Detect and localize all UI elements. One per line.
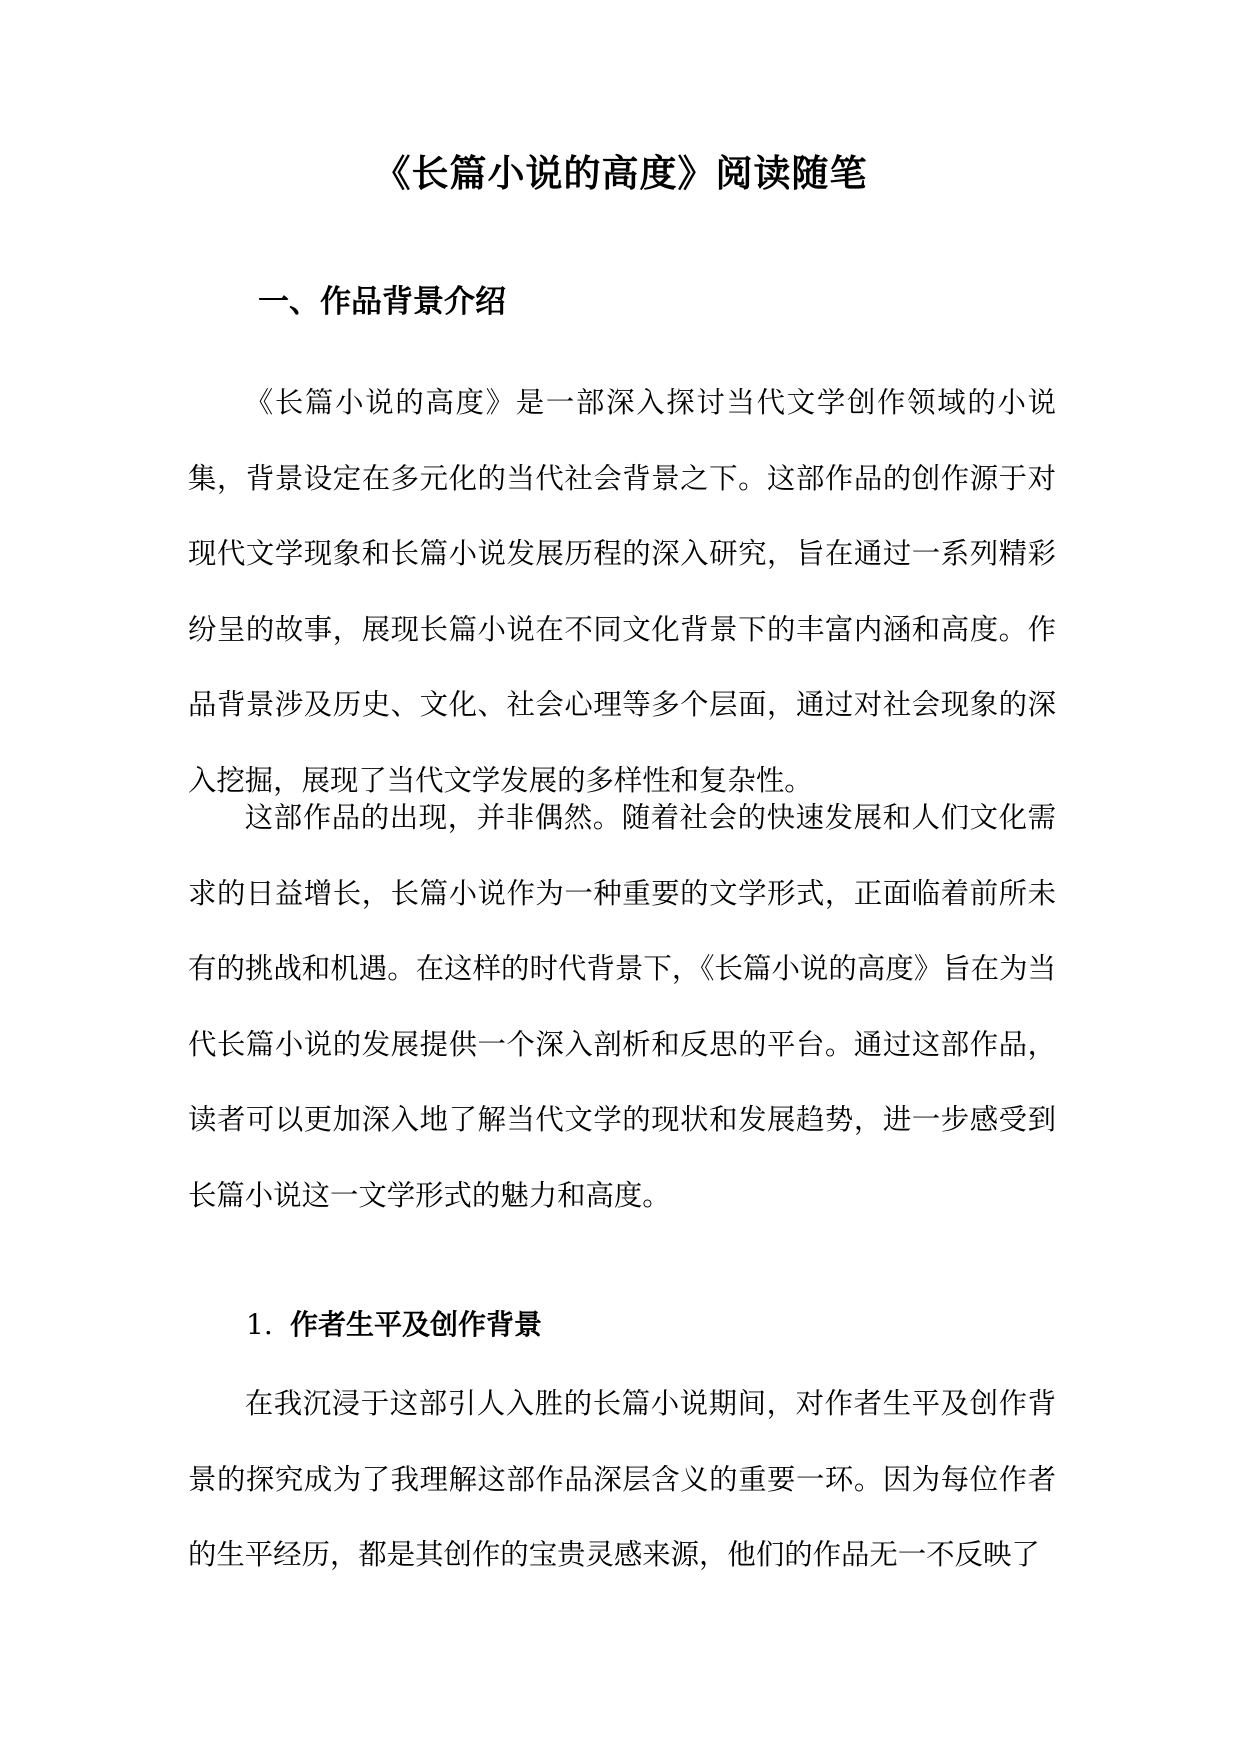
paragraph-2: 这部作品的出现，并非偶然。随着社会的快速发展和人们文化需求的日益增长，长篇小说作为一种重要的文学形式，正面临着前所未有的挑战和机遇。在这样的时代背景下，《长篇小说的高度》旨在为当代长篇小说的发展提供一个深入剖析和反思的平台。通过这部作品，读者可以更加深入地了解当代文学的现状和发展趋势，进一步感受到长篇小说这一文学形式的魅力和高度。 [188, 801, 1056, 1212]
paragraph-1: 《长篇小说的高度》是一部深入探讨当代文学创作领域的小说集，背景设定在多元化的当代社会背景之下。这部作品的创作源于对现代文学现象和长篇小说发展历程的深入研究，旨在通过一系列精彩纷呈的故事，展现长篇小说在不同文化背景下的丰富内涵和高度。作品背景涉及历史、文化、社会心理等多个层面，通过对社会现象的深入挖掘，展现了当代文学发展的多样性和复杂性。 [188, 386, 1056, 797]
document-title: 《长篇小说的高度》阅读随笔 [373, 152, 868, 195]
subsection-heading [246, 1306, 542, 1344]
paragraph-3: 在我沉浸于这部引人入胜的长篇小说期间，对作者生平及创作背景的探究成为了我理解这部作品深层含义的重要一环。因为每位作者的生平经历，都是其创作的宝贵灵感来源，他们的作品无一不反映了 [188, 1387, 1056, 1571]
subsection-number: 1. [246, 1308, 273, 1341]
section-heading: 一、作品背景介绍 [258, 284, 506, 320]
subsection-title: 作者生平及创作背景 [290, 1308, 543, 1341]
